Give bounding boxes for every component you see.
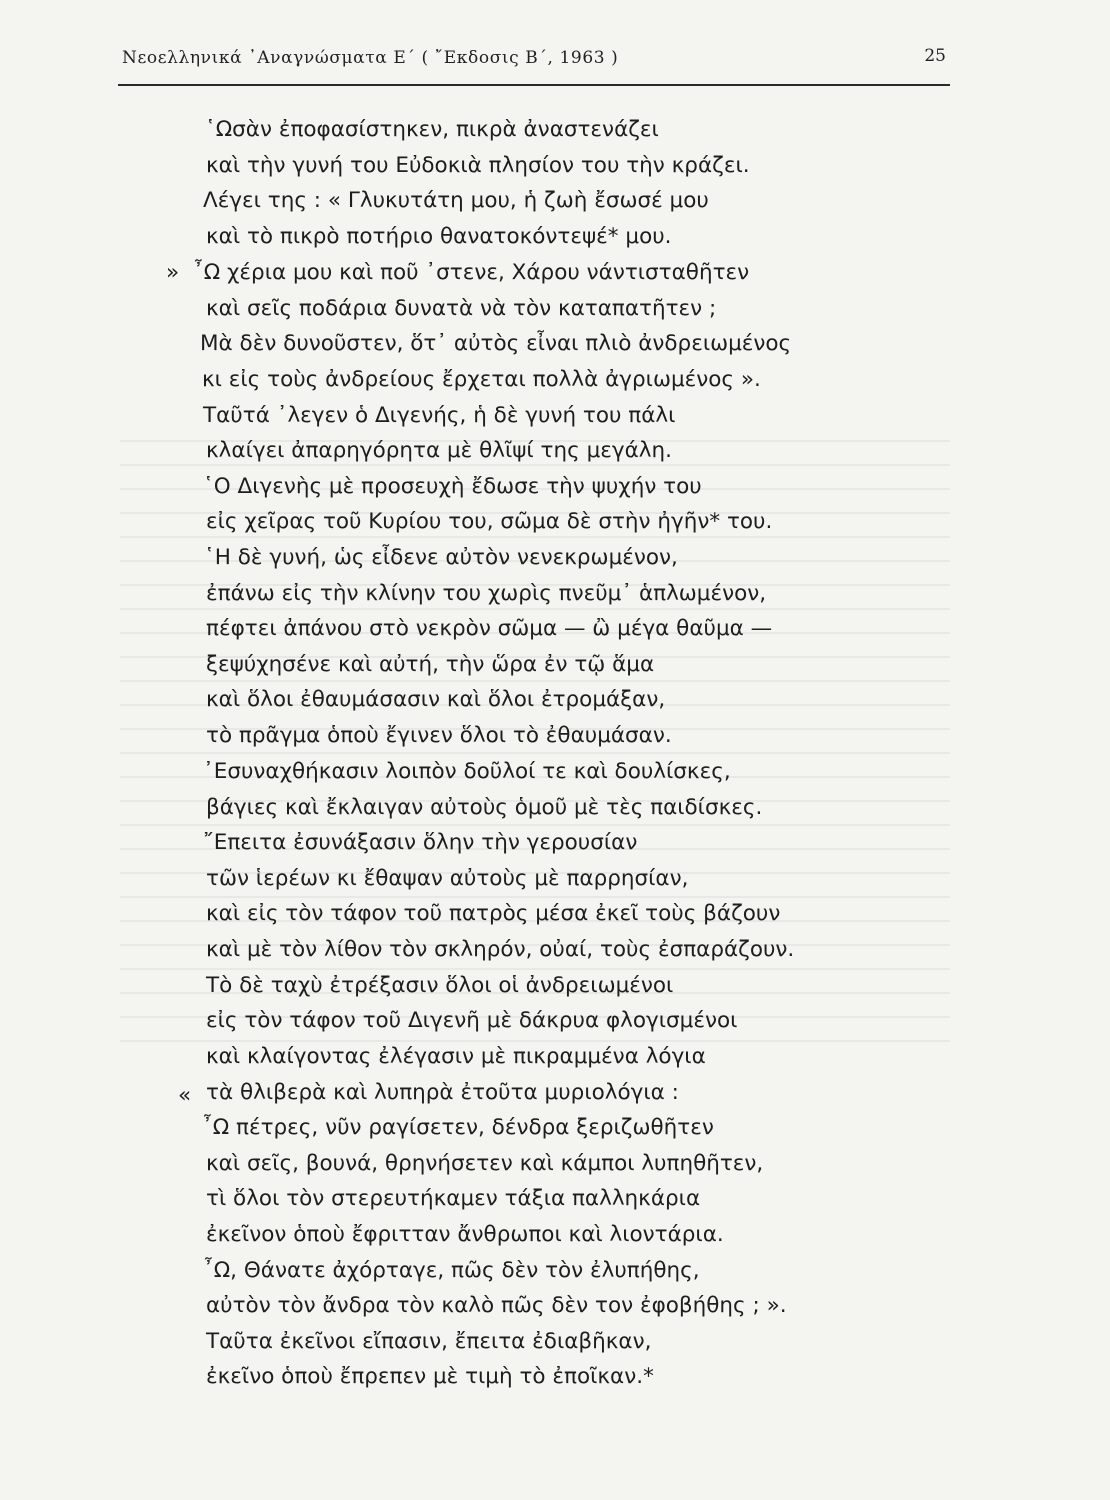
poem-line: εἰς τὸν τάφον τοῦ Διγενῆ μὲ δάκρυα φλογισμένοι	[206, 1008, 738, 1033]
poem-line: Λέγει της : « Γλυκυτάτη μου, ἡ ζωὴ ἔσωσέ μου	[203, 188, 709, 213]
poem-line: ᾿Εσυναχθήκασιν λοιπὸν δοῦλοί τε καὶ δουλίσκες,	[203, 759, 731, 784]
poem-line: ξεψύχησένε καὶ αὐτή, τὴν ὥρα ἐν τῷ ἅμα	[206, 652, 655, 677]
poem-line: ῾Ωσὰν ἐποφασίστηκεν, πικρὰ ἀναστενάζει	[205, 117, 659, 142]
poem-line: κι εἰς τοὺς ἀνδρείους ἔρχεται πολλὰ ἀγριωμένος ».	[202, 367, 761, 392]
poem-line: ῾Ο Διγενὴς μὲ προσευχὴ ἔδωσε τὴν ψυχήν του	[203, 474, 702, 499]
poem-line: καὶ κλαίγοντας ἐλέγασιν μὲ πικραμμένα λόγια	[206, 1044, 706, 1069]
poem-line: καὶ εἰς τὸν τάφον τοῦ πατρὸς μέσα ἐκεῖ τοὺς βάζουν	[206, 901, 781, 926]
poem-line: καὶ τὸ πικρὸ ποτήριο θανατοκόντεψέ* μου.	[206, 224, 672, 249]
poem-line: ῏Ω πέτρες, νῦν ραγίσετεν, δένδρα ξεριζωθῆτεν	[202, 1115, 714, 1140]
poem-line: βάγιες καὶ ἔκλαιγαν αὐτοὺς ὁμοῦ μὲ τὲς παιδίσκες.	[206, 795, 763, 820]
poem-line: Τὸ δὲ ταχὺ ἐτρέξασιν ὅλοι οἱ ἀνδρειωμένοι	[206, 973, 674, 998]
poem-line: ἐπάνω εἰς τὴν κλίνην του χωρὶς πνεῦμ᾿ ἁπλωμένον,	[206, 581, 767, 606]
continuation-quote-mark: »	[166, 260, 180, 285]
poem-line: τὸ πρᾶγμα ὁποὺ ἔγινεν ὅλοι τὸ ἐθαυμάσαν.	[206, 723, 672, 748]
poem-line: ἐκεῖνο ὁποὺ ἔπρεπεν μὲ τιμὴ τὸ ἐποῖκαν.*	[206, 1364, 654, 1389]
poem-line: καὶ τὴν γυνή του Εὐδοκιὰ πλησίον του τὴν κράζει.	[206, 153, 750, 178]
poem-line: ῎Επειτα ἐσυνάξασιν ὅλην τὴν γερουσίαν	[203, 830, 638, 855]
poem-line: τὶ ὅλοι τὸν στερευτήκαμεν τάξια παλληκάρια	[206, 1186, 701, 1211]
opening-quote-mark: «	[178, 1083, 192, 1108]
page-number: 25	[924, 46, 946, 66]
poem-line: καὶ σεῖς ποδάρια δυνατὰ νὰ τὸν καταπατῆτεν ;	[206, 296, 717, 321]
poem-line: ῏Ω, Θάνατε ἀχόρταγε, πῶς δὲν τὸν ἐλυπήθης,	[203, 1258, 700, 1283]
poem-line: καὶ ὅλοι ἐθαυμάσασιν καὶ ὅλοι ἐτρομάξαν,	[206, 687, 666, 712]
poem-line: εἰς χεῖρας τοῦ Κυρίου του, σῶμα δὲ στὴν ἠγῆν* του.	[206, 509, 773, 534]
poem-line: τῶν ἱερέων κι ἔθαψαν αὐτοὺς μὲ παρρησίαν,	[206, 866, 689, 891]
poem-line: πέφτει ἀπάνου στὸ νεκρὸν σῶμα — ὢ μέγα θαῦμα —	[206, 616, 773, 641]
poem-line: καὶ μὲ τὸν λίθον τὸν σκληρόν, οὐαί, τοὺς ἐσπαράζουν.	[206, 937, 795, 962]
poem-line: κλαίγει ἀπαρηγόρητα μὲ θλῖψί της μεγάλη.	[206, 438, 672, 463]
poem-line: ῏Ω χέρια μου καὶ ποῦ ᾿στενε, Χάρου νάντισταθῆτεν	[193, 260, 750, 285]
poem-line: καὶ σεῖς, βουνά, θρηνήσετεν καὶ κάμποι λυπηθῆτεν,	[206, 1151, 764, 1176]
poem-line: ἐκεῖνον ὁποὺ ἔφριτταν ἄνθρωποι καὶ λιοντάρια.	[206, 1222, 724, 1247]
poem-line: Μὰ δὲν δυνοῦστεν, ὅτ᾿ αὐτὸς εἶναι πλιὸ ἀνδρειωμένος	[200, 331, 792, 356]
poem-line: αὐτὸν τὸν ἄνδρα τὸν καλὸ πῶς δὲν τον ἐφοβήθης ; ».	[206, 1293, 787, 1318]
poem-line: Ταῦτά ᾿λεγεν ὁ Διγενής, ἡ δὲ γυνή του πάλι	[203, 403, 676, 428]
poem-line: Ταῦτα ἐκεῖνοι εἴπασιν, ἔπειτα ἐδιαβῆκαν,	[206, 1329, 652, 1354]
poem-line: τὰ θλιβερὰ καὶ λυπηρὰ ἐτοῦτα μυριολόγια :	[206, 1080, 679, 1105]
poem-line: ῾Η δὲ γυνή, ὡς εἶδενε αὐτὸν νενεκρωμένον,	[204, 545, 678, 570]
running-title: Νεοελληνικά ᾿Αναγνώσματα Ε΄ ( ῎Εκδοσις Β΄, 1963 )	[122, 48, 619, 68]
